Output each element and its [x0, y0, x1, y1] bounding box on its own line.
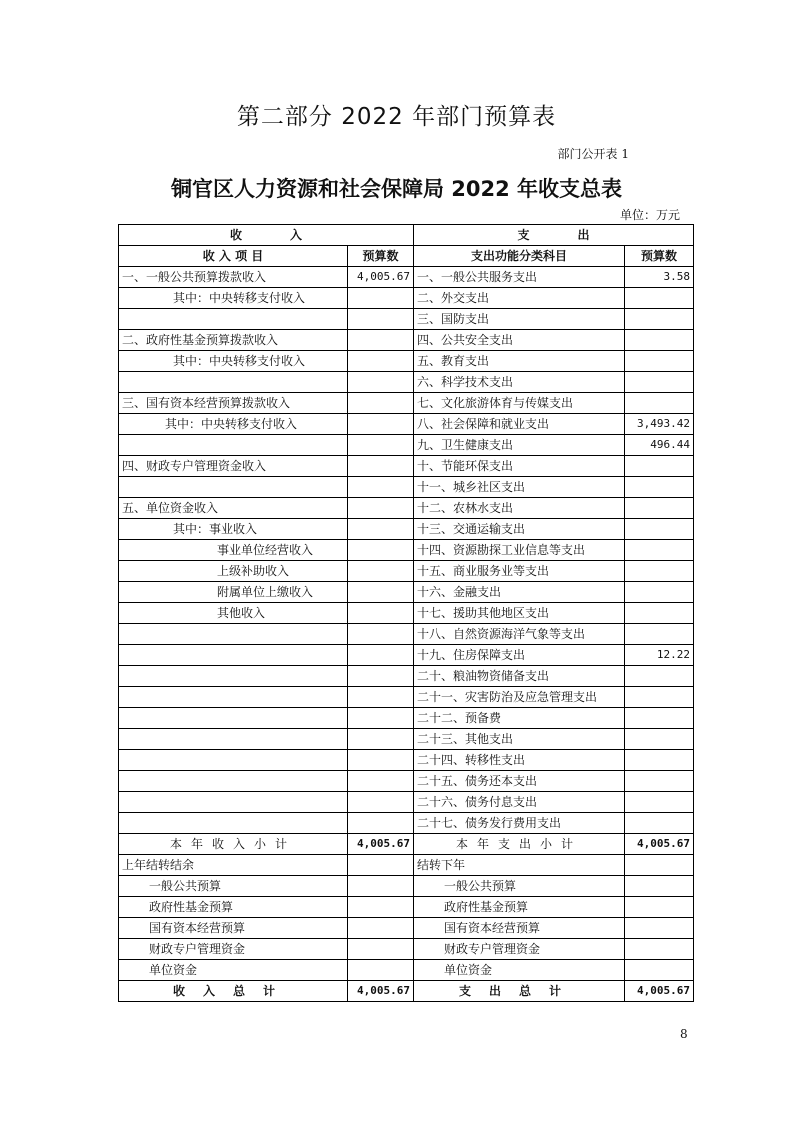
carryover-row — [119, 918, 694, 939]
income-total-label: 收入总计 — [119, 981, 348, 1002]
income-item-cell — [119, 435, 348, 456]
income-item-cell: 其中：事业收入 — [119, 519, 348, 540]
expense-item-cell: 十八、自然资源海洋气象等支出 — [414, 624, 625, 645]
income-header: 收 入 — [119, 225, 414, 246]
expense-item-cell: 二十二、预备费 — [414, 708, 625, 729]
expense-item-cell: 十七、援助其他地区支出 — [414, 603, 625, 624]
table-row — [119, 435, 694, 456]
income-item-cell — [119, 708, 348, 729]
expense-value-cell — [625, 372, 694, 393]
income-item-cell: 四、财政专户管理资金收入 — [119, 456, 348, 477]
expense-total-label: 支出总计 — [414, 981, 625, 1002]
income-item-cell — [119, 813, 348, 834]
income-item-cell — [119, 372, 348, 393]
expense-item-cell: 五、教育支出 — [414, 351, 625, 372]
expense-item-cell: 四、公共安全支出 — [414, 330, 625, 351]
empty-cell — [348, 876, 414, 897]
expense-item-cell: 八、社会保障和就业支出 — [414, 414, 625, 435]
carryover-income-cell: 国有资本经营预算 — [119, 918, 348, 939]
carryover-row — [119, 876, 694, 897]
expense-item-cell: 十一、城乡社区支出 — [414, 477, 625, 498]
empty-cell — [625, 918, 694, 939]
expense-item-cell: 二十、粮油物资储备支出 — [414, 666, 625, 687]
empty-cell — [348, 918, 414, 939]
income-item-header: 收 入 项 目 — [119, 246, 348, 267]
income-item-cell — [119, 309, 348, 330]
income-value-cell — [348, 729, 414, 750]
total-row — [119, 981, 694, 1002]
expense-item-cell: 二、外交支出 — [414, 288, 625, 309]
income-item-cell — [119, 687, 348, 708]
income-value-cell — [348, 288, 414, 309]
expense-item-cell: 九、卫生健康支出 — [414, 435, 625, 456]
expense-value-cell — [625, 456, 694, 477]
expense-value-cell — [625, 729, 694, 750]
document-title: 铜官区人力资源和社会保障局 2022 年收支总表 — [170, 177, 623, 201]
income-value-cell — [348, 414, 414, 435]
expense-value-cell: 496.44 — [625, 435, 694, 456]
expense-value-cell — [625, 561, 694, 582]
table-row — [119, 519, 694, 540]
table-row — [119, 456, 694, 477]
empty-cell — [625, 939, 694, 960]
expense-item-cell: 二十四、转移性支出 — [414, 750, 625, 771]
income-value-cell — [348, 582, 414, 603]
expense-value-cell — [625, 309, 694, 330]
income-value-cell — [348, 708, 414, 729]
expense-value-cell — [625, 603, 694, 624]
part-title: 第二部分 2022 年部门预算表 — [236, 104, 557, 130]
income-item-cell — [119, 666, 348, 687]
income-item-cell — [119, 645, 348, 666]
expense-item-cell: 十九、住房保障支出 — [414, 645, 625, 666]
table-number: 部门公开表 1 — [557, 147, 629, 161]
expense-value-cell — [625, 351, 694, 372]
income-item-cell — [119, 792, 348, 813]
income-item-cell: 二、政府性基金预算拨款收入 — [119, 330, 348, 351]
income-value-cell — [348, 519, 414, 540]
empty-cell — [348, 960, 414, 981]
expense-item-cell: 一、一般公共服务支出 — [414, 267, 625, 288]
expense-value-cell — [625, 393, 694, 414]
carryover-expense-cell: 结转下年 — [414, 855, 625, 876]
income-value-cell — [348, 351, 414, 372]
empty-cell — [625, 960, 694, 981]
income-item-cell: 其中：中央转移支付收入 — [119, 351, 348, 372]
income-value-cell — [348, 393, 414, 414]
income-value-cell — [348, 498, 414, 519]
income-subtotal-label: 本年收入小计 — [119, 834, 348, 855]
expense-item-header: 支出功能分类科目 — [414, 246, 625, 267]
carryover-income-cell: 政府性基金预算 — [119, 897, 348, 918]
table-row — [119, 372, 694, 393]
income-item-cell — [119, 750, 348, 771]
income-value-cell — [348, 813, 414, 834]
table-row — [119, 393, 694, 414]
income-value-cell — [348, 435, 414, 456]
income-value-cell — [348, 540, 414, 561]
income-item-cell: 上级补助收入 — [119, 561, 348, 582]
expense-value-cell — [625, 687, 694, 708]
income-value-cell — [348, 603, 414, 624]
table-row — [119, 666, 694, 687]
table-row — [119, 288, 694, 309]
income-value-cell — [348, 687, 414, 708]
page-number: 8 — [680, 1027, 688, 1041]
expense-total-value: 4,005.67 — [625, 981, 694, 1002]
carryover-expense-cell: 一般公共预算 — [414, 876, 625, 897]
income-subtotal-value: 4,005.67 — [348, 834, 414, 855]
expense-value-cell — [625, 750, 694, 771]
table-row — [119, 477, 694, 498]
expense-subtotal-value: 4,005.67 — [625, 834, 694, 855]
income-value-cell — [348, 792, 414, 813]
expense-item-cell: 十四、资源勘探工业信息等支出 — [414, 540, 625, 561]
expense-value-cell — [625, 582, 694, 603]
expense-item-cell: 七、文化旅游体育与传媒支出 — [414, 393, 625, 414]
expense-item-cell: 二十三、其他支出 — [414, 729, 625, 750]
income-item-cell: 其中：中央转移支付收入 — [119, 414, 348, 435]
income-value-cell — [348, 330, 414, 351]
expense-value-cell — [625, 771, 694, 792]
expense-value-cell — [625, 288, 694, 309]
expense-item-cell: 十三、交通运输支出 — [414, 519, 625, 540]
table-row — [119, 603, 694, 624]
expense-item-cell: 二十六、债务付息支出 — [414, 792, 625, 813]
income-value-cell — [348, 645, 414, 666]
carryover-income-cell: 单位资金 — [119, 960, 348, 981]
carryover-expense-cell: 国有资本经营预算 — [414, 918, 625, 939]
income-item-cell — [119, 477, 348, 498]
income-item-cell: 一、一般公共预算拨款收入 — [119, 267, 348, 288]
expense-item-cell: 十二、农林水支出 — [414, 498, 625, 519]
expense-item-cell: 二十七、债务发行费用支出 — [414, 813, 625, 834]
table-row — [119, 309, 694, 330]
expense-item-cell: 十六、金融支出 — [414, 582, 625, 603]
expense-item-cell: 十五、商业服务业等支出 — [414, 561, 625, 582]
table-row — [119, 645, 694, 666]
income-total-value: 4,005.67 — [348, 981, 414, 1002]
income-item-cell: 事业单位经营收入 — [119, 540, 348, 561]
expense-item-cell: 十、节能环保支出 — [414, 456, 625, 477]
income-value-cell — [348, 624, 414, 645]
expense-item-cell: 二十一、灾害防治及应急管理支出 — [414, 687, 625, 708]
header-row-2 — [119, 246, 694, 267]
table-row — [119, 582, 694, 603]
expense-value-cell — [625, 624, 694, 645]
empty-cell — [625, 897, 694, 918]
budget-header: 预算数 — [348, 246, 414, 267]
expense-value-cell — [625, 666, 694, 687]
table-row — [119, 792, 694, 813]
income-item-cell: 其中：中央转移支付收入 — [119, 288, 348, 309]
carryover-row — [119, 939, 694, 960]
carryover-income-cell: 一般公共预算 — [119, 876, 348, 897]
expense-value-cell: 12.22 — [625, 645, 694, 666]
expense-item-cell: 三、国防支出 — [414, 309, 625, 330]
expense-item-cell: 六、科学技术支出 — [414, 372, 625, 393]
expense-value-cell — [625, 540, 694, 561]
empty-cell — [348, 939, 414, 960]
income-item-cell: 三、国有资本经营预算拨款收入 — [119, 393, 348, 414]
table-row — [119, 624, 694, 645]
table-row — [119, 813, 694, 834]
empty-cell — [348, 897, 414, 918]
income-item-cell — [119, 624, 348, 645]
expense-value-cell — [625, 330, 694, 351]
income-value-cell — [348, 456, 414, 477]
income-value-cell — [348, 561, 414, 582]
carryover-row — [119, 897, 694, 918]
budget-summary-table — [118, 224, 694, 1002]
income-value-cell — [348, 309, 414, 330]
table-row — [119, 729, 694, 750]
table-row — [119, 351, 694, 372]
table-row — [119, 561, 694, 582]
table-row — [119, 750, 694, 771]
expense-value-cell — [625, 813, 694, 834]
expense-subtotal-label: 本年支出小计 — [414, 834, 625, 855]
income-value-cell — [348, 771, 414, 792]
subtotal-row — [119, 834, 694, 855]
income-value-cell — [348, 750, 414, 771]
income-value-cell — [348, 372, 414, 393]
empty-cell — [625, 876, 694, 897]
expense-value-cell — [625, 519, 694, 540]
expense-value-cell — [625, 792, 694, 813]
empty-cell — [625, 855, 694, 876]
income-item-cell — [119, 771, 348, 792]
expense-value-cell — [625, 708, 694, 729]
carryover-expense-cell: 政府性基金预算 — [414, 897, 625, 918]
expense-value-cell — [625, 477, 694, 498]
income-item-cell: 附属单位上缴收入 — [119, 582, 348, 603]
income-value-cell — [348, 477, 414, 498]
table-row — [119, 330, 694, 351]
unit-label: 单位：万元 — [619, 208, 680, 222]
expense-header: 支 出 — [414, 225, 694, 246]
income-item-cell — [119, 729, 348, 750]
income-item-cell: 五、单位资金收入 — [119, 498, 348, 519]
table-row — [119, 771, 694, 792]
carryover-expense-cell: 单位资金 — [414, 960, 625, 981]
empty-cell — [348, 855, 414, 876]
income-item-cell: 其他收入 — [119, 603, 348, 624]
expense-value-cell: 3,493.42 — [625, 414, 694, 435]
income-value-cell — [348, 666, 414, 687]
income-value-cell: 4,005.67 — [348, 267, 414, 288]
carryover-income-cell: 上年结转结余 — [119, 855, 348, 876]
carryover-row — [119, 855, 694, 876]
carryover-row — [119, 960, 694, 981]
table-row — [119, 498, 694, 519]
carryover-expense-cell: 财政专户管理资金 — [414, 939, 625, 960]
expense-value-cell: 3.58 — [625, 267, 694, 288]
expense-value-cell — [625, 498, 694, 519]
table-row — [119, 687, 694, 708]
carryover-income-cell: 财政专户管理资金 — [119, 939, 348, 960]
table-row — [119, 708, 694, 729]
table-row — [119, 414, 694, 435]
table-row — [119, 540, 694, 561]
budget-header-2: 预算数 — [625, 246, 694, 267]
table-row — [119, 267, 694, 288]
header-row-1 — [119, 225, 694, 246]
expense-item-cell: 二十五、债务还本支出 — [414, 771, 625, 792]
